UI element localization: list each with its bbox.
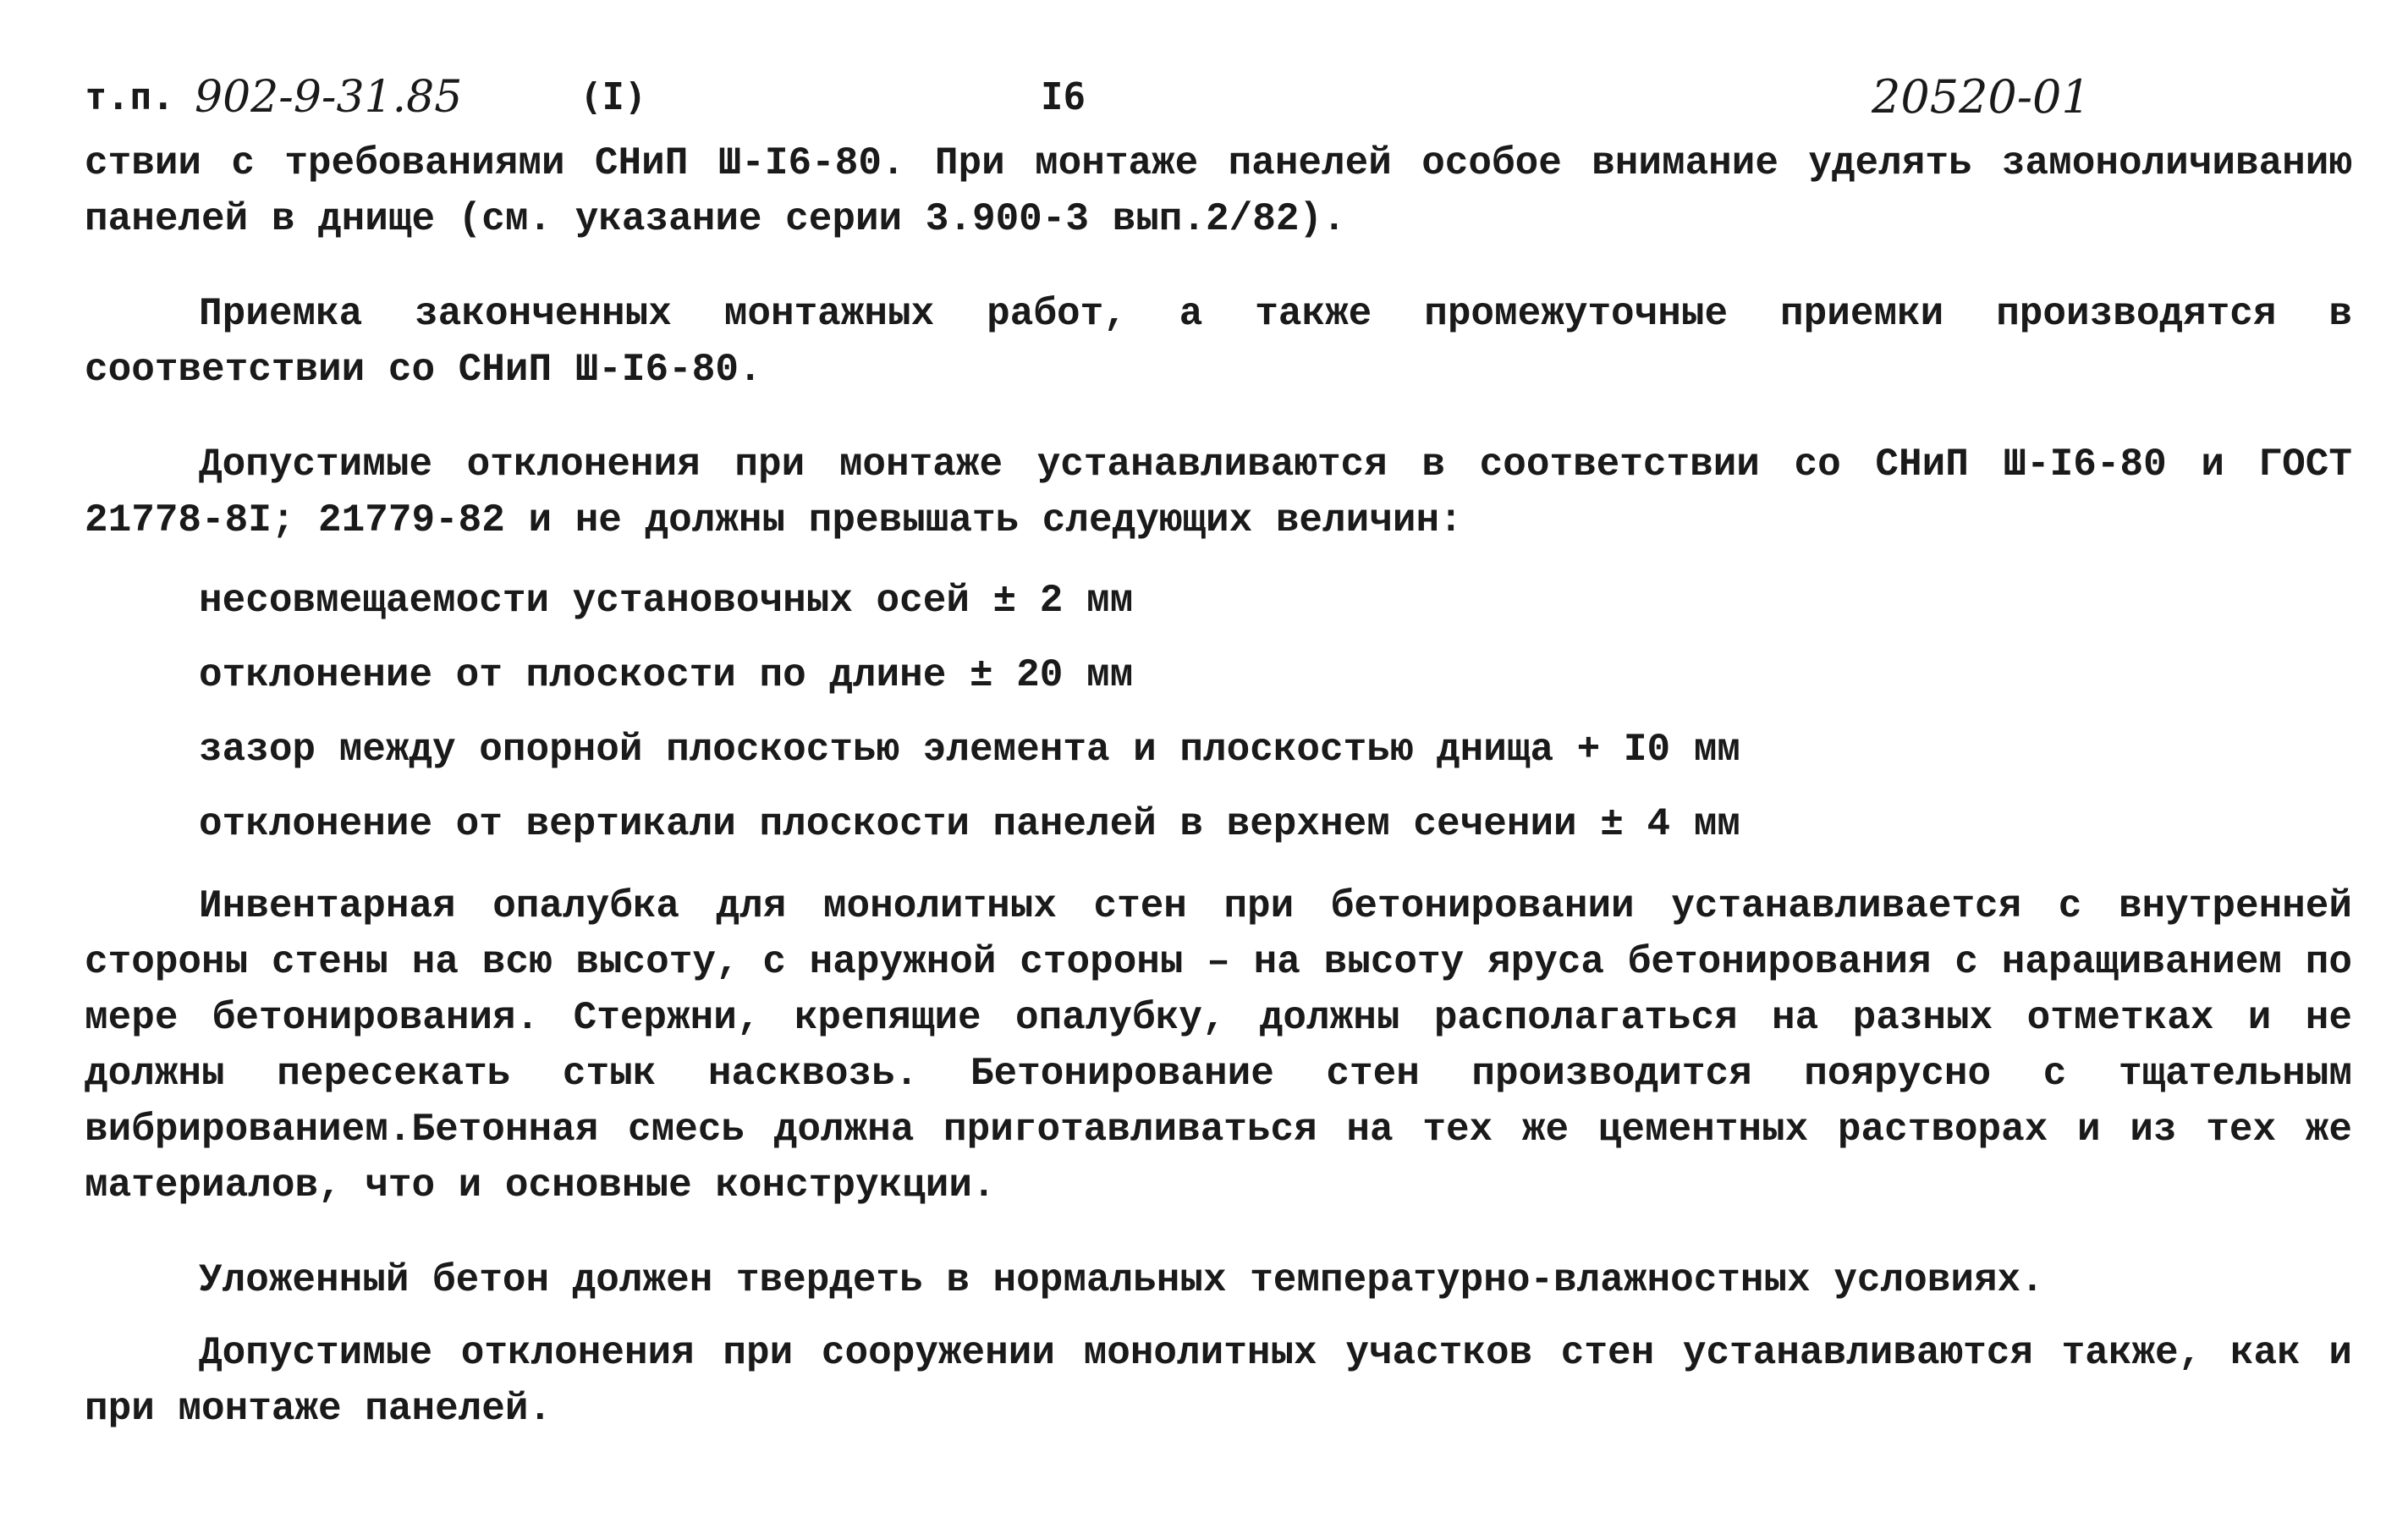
- page-number: I6: [1041, 75, 1086, 118]
- tolerance-item: зазор между опорной плоскостью элемента и плоскостью днища + I0 мм: [199, 728, 1740, 772]
- paragraph-formwork: Инвентарная опалубка для монолитных стен при бетонировании устанавливается с внутренней стороны стены на всю высоту, с наружной стороны – на высоту яруса бетонирования с наращиванием по мере бетонирования. Стержни, крепящие опалубку, должны располагаться на разных отметках и не должны пересекать стык насквозь. Бетонирование стен производится поярусно с тщательным вибрированием.Бетонная смесь должна приготавливаться на тех же цементных растворах и из тех же материалов, что и основные конструкции.: [85, 884, 2352, 1207]
- paragraph-tolerances-intro: Допустимые отклонения при монтаже устанавливаются в соответствии со СНиП Ш-I6-80 и ГОСТ 21778-8I; 21779-82 и не должны превышать следующих величин:: [85, 443, 2352, 542]
- tolerance-list: [85, 564, 2352, 861]
- project-prefix: т.п.: [85, 75, 174, 118]
- tolerance-item: отклонение от вертикали плоскости панелей в верхнем сечении ± 4 мм: [199, 802, 1740, 846]
- paragraph-acceptance: Приемка законченных монтажных работ, а также промежуточные приемки производятся в соответствии со СНиП Ш-I6-80.: [85, 292, 2352, 392]
- tolerance-item: несовмещаемости установочных осей ± 2 мм: [199, 579, 1134, 623]
- part-number: (I): [580, 75, 647, 118]
- project-code: 902-9-31.85: [195, 72, 463, 123]
- tolerance-item: отклонение от плоскости по длине ± 20 мм: [199, 653, 1134, 697]
- page-header: [85, 59, 2098, 135]
- paragraph-monolithic-tolerances: Допустимые отклонения при сооружении монолитных участков стен устанавливаются также, как и при монтаже панелей.: [85, 1331, 2352, 1431]
- paragraph-curing: Уложенный бетон должен твердеть в нормальных температурно-влажностных условиях.: [199, 1258, 2044, 1302]
- document-number: 20520-01: [1872, 70, 2091, 124]
- paragraph-continuation: ствии с требованиями СНиП Ш-I6-80. При монтаже панелей особое внимание уделять замоноличиванию панелей в днище (см. указание серии 3.900-3 вып.2/82).: [85, 141, 2352, 241]
- document-body: [85, 135, 2352, 1437]
